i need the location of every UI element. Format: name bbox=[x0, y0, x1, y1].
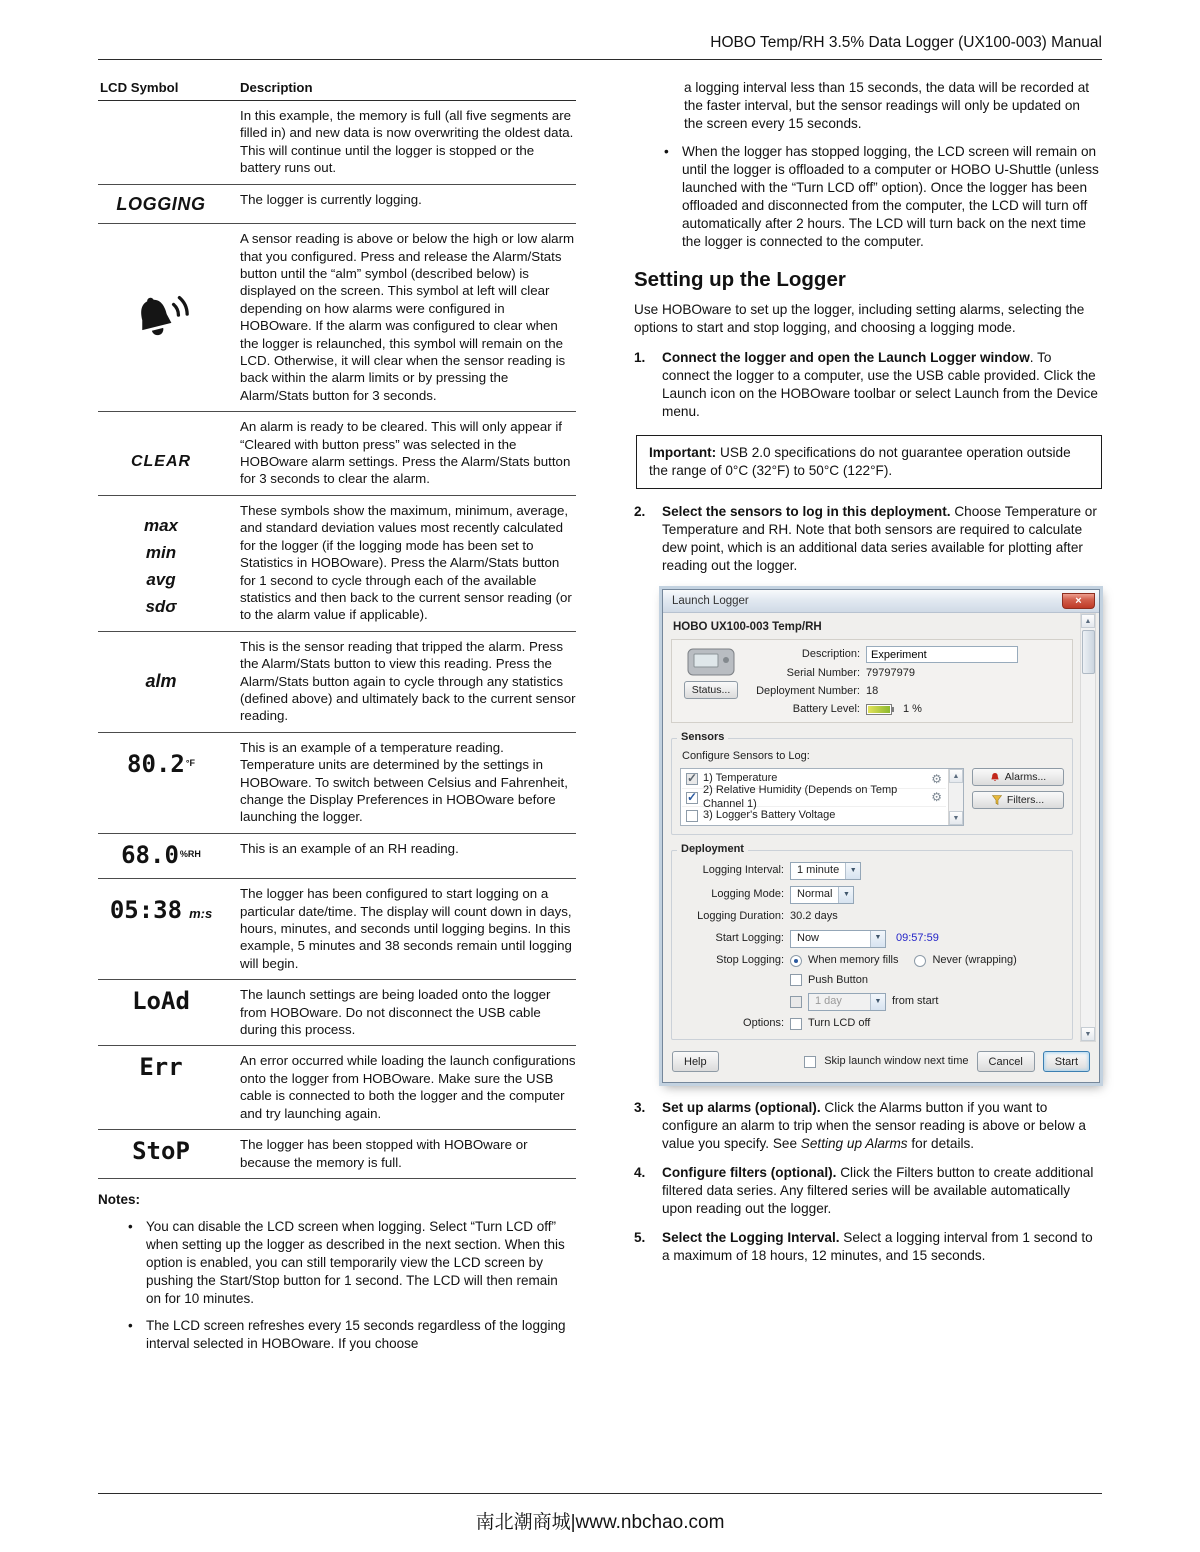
filters-button[interactable] bbox=[972, 791, 1064, 809]
step-number: 2. bbox=[634, 503, 646, 519]
rh-unit: %RH bbox=[179, 849, 201, 860]
from-start-label: from start bbox=[892, 995, 939, 1008]
skip-launch-window-label: Skip launch window next time bbox=[824, 1054, 969, 1067]
lcd-load-message: LoAd bbox=[132, 987, 190, 1016]
when-memory-fills-label: When memory fills bbox=[808, 953, 899, 966]
dialog-titlebar bbox=[663, 590, 1099, 613]
device-model-header: HOBO UX100-003 Temp/RH bbox=[673, 620, 822, 633]
sensors-group bbox=[671, 731, 1073, 835]
table-row bbox=[98, 1046, 576, 1130]
temperature-label: 1) Temperature bbox=[703, 772, 778, 785]
table-row bbox=[98, 631, 576, 732]
deployment-number-value: 18 bbox=[866, 684, 879, 697]
close-icon[interactable]: × bbox=[1062, 593, 1095, 609]
dialog-body bbox=[663, 613, 1099, 1044]
footer-site-text: 南北潮商城|www.nbchao.com bbox=[475, 1512, 725, 1533]
chevron-down-icon[interactable]: ▼ bbox=[870, 931, 885, 947]
chevron-down-icon[interactable]: ▼ bbox=[870, 994, 885, 1010]
lcd-temperature-reading: 80.2 bbox=[127, 749, 185, 778]
lcd-countdown: 05:38 bbox=[109, 896, 183, 925]
table-row bbox=[98, 495, 576, 631]
note-text: When the logger has stopped logging, the LCD screen will remain on until the logger is offloaded to a computer or HOBO U-Shuttle (unless launched with the “Turn LCD off” option). Once the logger has been offloaded and disconnected from the computer, the LCD will turn off automatically after 2 hours. The LCD will turn back on the next time the logger is connected to the computer. bbox=[682, 143, 1099, 249]
gear-icon[interactable]: ⚙ bbox=[931, 790, 942, 805]
device-info-panel bbox=[671, 639, 1073, 723]
table-row bbox=[98, 879, 576, 980]
start-button[interactable]: Start bbox=[1043, 1051, 1090, 1072]
row-description: The logger has been configured to start logging on a particular date/time. The display will count down in days, hours, minutes, and seconds until logging begins. In this example, 5 minutes and 38 seconds remain until logging will begin. bbox=[238, 879, 576, 980]
lcd-symbol-alm: alm bbox=[145, 670, 177, 691]
push-button-label: Push Button bbox=[808, 973, 868, 986]
table-row bbox=[98, 1130, 576, 1179]
table-row bbox=[98, 101, 576, 185]
step-text: Select the Logging Interval. Select a logging interval from 1 second to a maximum of 18 hours, 12 minutes, and 15 seconds. bbox=[662, 1229, 1093, 1263]
dialog-scrollbar[interactable] bbox=[1080, 613, 1096, 1042]
lcd-error-message: Err bbox=[139, 1053, 183, 1082]
row-description: The logger is currently logging. bbox=[238, 184, 576, 224]
relative-humidity-label: 2) Relative Humidity (Depends on Temp Channel 1) bbox=[703, 783, 898, 810]
col-header-lcd-symbol: LCD Symbol bbox=[98, 78, 238, 101]
logging-interval-select[interactable]: 1 minute ▼ bbox=[790, 862, 861, 880]
important-text: USB 2.0 specifications do not guarantee operation outside the range of 0°C (32°F) to 50°C (122°F). bbox=[649, 445, 1071, 479]
start-time-value: 09:57:59 bbox=[896, 931, 939, 944]
sensor-list-scrollbar[interactable] bbox=[948, 769, 963, 825]
dialog-footer bbox=[663, 1044, 1099, 1082]
right-column bbox=[634, 78, 1102, 1362]
logger-device-image bbox=[686, 646, 736, 678]
row-description: This is an example of a temperature reading. Temperature units are determined by the settings in HOBOware. To switch between Celsius and Fahrenheit, change the Display Preferences in HOBOware before launching the logger. bbox=[238, 732, 576, 833]
scroll-up-icon[interactable]: ▲ bbox=[949, 769, 963, 783]
lcd-symbol-table bbox=[98, 78, 576, 1179]
scroll-down-icon[interactable]: ▼ bbox=[1081, 1027, 1095, 1041]
logging-duration-label: Logging Duration: bbox=[697, 910, 784, 923]
row-description: An alarm is ready to be cleared. This will only appear if “Cleared with button press” was selected in the HOBOware alarm settings. Press the Alarm/Stats button for 3 seconds to clear the alarm. bbox=[238, 412, 576, 496]
doc-header bbox=[98, 34, 1102, 60]
step-number: 1. bbox=[634, 350, 646, 366]
table-row bbox=[98, 184, 576, 224]
step-number: 4. bbox=[634, 1164, 646, 1180]
table-row bbox=[98, 412, 576, 496]
sensor-list bbox=[680, 768, 964, 826]
step-text: Configure filters (optional). Click the Filters button to create additional filtered data series. Any filtered series will be available automatically upon reading out the logger. bbox=[662, 1164, 1094, 1216]
help-button[interactable]: Help bbox=[672, 1051, 719, 1072]
note-text: You can disable the LCD screen when logging. Select “Turn LCD off” when setting up the logger as described in the next section. When this option is enabled, you can still temporarily view the LCD screen by pushing the Start/Stop button for 1 second. The LCD will then remain on for 10 minutes. bbox=[146, 1218, 565, 1306]
step-3 bbox=[634, 1099, 1102, 1153]
push-button-checkbox[interactable] bbox=[790, 974, 802, 986]
section-heading: Setting up the Logger bbox=[634, 268, 846, 292]
launch-logger-dialog bbox=[662, 589, 1100, 1083]
row-description: This is the sensor reading that tripped the alarm. Press the Alarm/Stats button to view this reading. Press the Alarm/Stats button again to cycle through any statistics (defined above) and ultimately back to the current sensor reading. bbox=[238, 631, 576, 732]
alarms-button-label: Alarms... bbox=[1004, 771, 1047, 784]
important-label: Important: bbox=[649, 445, 717, 461]
doc-title: HOBO Temp/RH 3.5% Data Logger (UX100-003) Manual bbox=[710, 34, 1102, 51]
scrollbar-thumb[interactable] bbox=[1082, 630, 1095, 674]
alarm-bell-icon bbox=[130, 292, 192, 344]
section-intro: Use HOBOware to set up the logger, including setting alarms, selecting the options to start and stop logging, and choosing a logging mode. bbox=[634, 302, 1085, 336]
description-input[interactable] bbox=[866, 646, 1018, 663]
deployment-group bbox=[671, 843, 1073, 1040]
step-4 bbox=[634, 1164, 1102, 1218]
deployment-group-label: Deployment bbox=[677, 843, 748, 857]
deployment-number-label: Deployment Number: bbox=[756, 684, 860, 697]
row-description: This is an example of an RH reading. bbox=[238, 833, 576, 878]
logging-mode-select[interactable]: Normal ▼ bbox=[790, 886, 854, 904]
row-description: A sensor reading is above or below the high or low alarm that you configured. Press and release the Alarm/Stats button until the “alm” symbol (described below) is displayed on the screen. This symbol at left will clear depending on how alarms were configured in HOBOware. If the alarm was configured to clear when the logger is relaunched, this symbol will remain on the LCD. Otherwise, it will clear when the sensor reading is back within the alarm limits or by pressing the Alarm/Stats button for 3 seconds. bbox=[238, 224, 576, 412]
skip-launch-window-checkbox[interactable] bbox=[804, 1056, 816, 1068]
notes-section bbox=[98, 1191, 576, 1353]
status-button[interactable]: Status... bbox=[684, 681, 739, 699]
alarm-bell-small-icon bbox=[990, 772, 1000, 783]
never-wrapping-radio[interactable] bbox=[914, 955, 926, 967]
bullet-icon: • bbox=[128, 1218, 133, 1234]
note-bullet bbox=[98, 1317, 576, 1353]
step-number: 5. bbox=[634, 1229, 646, 1245]
battery-level-label: Battery Level: bbox=[792, 702, 860, 715]
battery-voltage-checkbox[interactable] bbox=[686, 810, 698, 822]
bullet-icon: • bbox=[128, 1317, 133, 1333]
table-row bbox=[98, 224, 576, 412]
relative-humidity-checkbox[interactable] bbox=[686, 792, 698, 804]
lcd-symbol-logging: LOGGING bbox=[116, 193, 206, 214]
chevron-down-icon[interactable]: ▼ bbox=[845, 863, 860, 879]
temperature-unit: °F bbox=[185, 758, 195, 769]
note-bullet bbox=[98, 1218, 576, 1308]
sensors-group-label: Sensors bbox=[677, 731, 728, 745]
lcd-stop-message: StoP bbox=[132, 1137, 190, 1166]
logging-duration-value: 30.2 days bbox=[790, 910, 838, 923]
battery-icon bbox=[866, 704, 892, 715]
countdown-unit: m:s bbox=[189, 906, 213, 922]
turn-lcd-off-checkbox[interactable] bbox=[790, 1018, 802, 1030]
note-text: The LCD screen refreshes every 15 seconds regardless of the logging interval selected in HOBOware. If you choose bbox=[146, 1317, 566, 1351]
serial-number-label: Serial Number: bbox=[786, 667, 860, 680]
chevron-down-icon[interactable]: ▼ bbox=[838, 887, 853, 903]
continued-paragraph: a logging interval less than 15 seconds, the data will be recorded at the faster interval, but the sensor readings will only be updated on the screen every 15 seconds. bbox=[684, 80, 1090, 131]
stop-after-duration-checkbox[interactable] bbox=[790, 996, 802, 1008]
stop-duration-select[interactable]: 1 day ▼ bbox=[808, 993, 886, 1011]
when-memory-fills-radio[interactable] bbox=[790, 955, 802, 967]
scroll-down-icon[interactable]: ▼ bbox=[949, 811, 963, 825]
step-text: Connect the logger and open the Launch Logger window. To connect the logger to a computer, use the USB cable provided. Click the Launch icon on the HOBOware toolbar or select Launch from the Device menu. bbox=[662, 350, 1098, 420]
description-label: Description: bbox=[801, 647, 860, 660]
table-row bbox=[98, 980, 576, 1046]
col-header-description: Description bbox=[238, 78, 576, 101]
turn-lcd-off-label: Turn LCD off bbox=[808, 1017, 871, 1030]
filters-button-label: Filters... bbox=[1006, 794, 1045, 807]
alarms-button[interactable] bbox=[972, 768, 1064, 786]
scroll-up-icon[interactable]: ▲ bbox=[1081, 614, 1095, 628]
row-description: These symbols show the maximum, minimum, average, and standard deviation values most recently calculated for the logger (if the logging mode has been set to Statistics in HOBOware). Press the Alarm/Stats button for 1 second to cycle through each of the available statistics and then back to the current sensor reading (or to the alarm value if applicable). bbox=[238, 495, 576, 631]
row-description: The launch settings are being loaded onto the logger from HOBOware. Do not disconnect the USB cable during this process. bbox=[238, 980, 576, 1046]
start-logging-label: Start Logging: bbox=[715, 931, 784, 944]
temperature-checkbox[interactable] bbox=[686, 773, 698, 785]
options-label: Options: bbox=[743, 1017, 784, 1030]
step-number: 3. bbox=[634, 1100, 646, 1116]
bullet-icon: • bbox=[664, 143, 669, 159]
dialog-title: Launch Logger bbox=[672, 594, 749, 607]
row-description: The logger has been stopped with HOBOware or because the memory is full. bbox=[238, 1130, 576, 1179]
step-2 bbox=[634, 503, 1102, 575]
row-description: In this example, the memory is full (all five segments are filled in) and new data is now overwriting the oldest data. This will continue until the logger is stopped or the battery runs out. bbox=[238, 101, 576, 185]
battery-voltage-label: 3) Logger's Battery Voltage bbox=[703, 808, 836, 821]
stop-logging-label: Stop Logging: bbox=[716, 953, 784, 966]
filter-funnel-icon bbox=[992, 795, 1002, 805]
left-column bbox=[98, 78, 576, 1362]
sensor-row-relative-humidity[interactable] bbox=[682, 783, 946, 810]
step-text: Set up alarms (optional). Click the Alarms button if you want to configure an alarm to trip when the sensor reading is above or below a value you specify. See Setting up Alarms for details. bbox=[662, 1100, 1086, 1151]
step-1 bbox=[634, 349, 1102, 421]
step-5 bbox=[634, 1229, 1102, 1265]
never-wrapping-label: Never (wrapping) bbox=[932, 953, 1017, 966]
notes-heading: Notes: bbox=[98, 1191, 141, 1207]
row-description: An error occurred while loading the launch configurations onto the logger from HOBOware. Make sure the USB cable is connected to both the logger and the computer and try launching again. bbox=[238, 1046, 576, 1130]
step-text: Select the sensors to log in this deployment. Choose Temperature or Temperature and RH. Note that both sensors are required to calculate dew point, which is an additional data series available for plotting after reading out the logger. bbox=[662, 503, 1097, 573]
logging-interval-label: Logging Interval: bbox=[702, 864, 784, 877]
lcd-symbol-clear: CLEAR bbox=[130, 453, 192, 471]
page-footer bbox=[98, 1493, 1102, 1534]
table-row bbox=[98, 833, 576, 878]
symbol-cell-empty bbox=[98, 101, 238, 185]
configure-sensors-label: Configure Sensors to Log: bbox=[682, 750, 810, 763]
table-row bbox=[98, 732, 576, 833]
gear-icon[interactable]: ⚙ bbox=[931, 771, 942, 786]
serial-number-value: 79797979 bbox=[866, 667, 915, 680]
logging-mode-label: Logging Mode: bbox=[711, 888, 784, 901]
start-logging-select[interactable]: Now ▼ bbox=[790, 930, 886, 948]
lcd-symbols-statistics: max min avg sdσ bbox=[143, 515, 179, 617]
important-note-box bbox=[636, 435, 1102, 489]
battery-level-value: 1 % bbox=[903, 702, 922, 715]
note-bullet bbox=[634, 143, 1102, 251]
cancel-button[interactable]: Cancel bbox=[977, 1051, 1035, 1072]
lcd-rh-reading: 68.0 bbox=[121, 840, 179, 869]
